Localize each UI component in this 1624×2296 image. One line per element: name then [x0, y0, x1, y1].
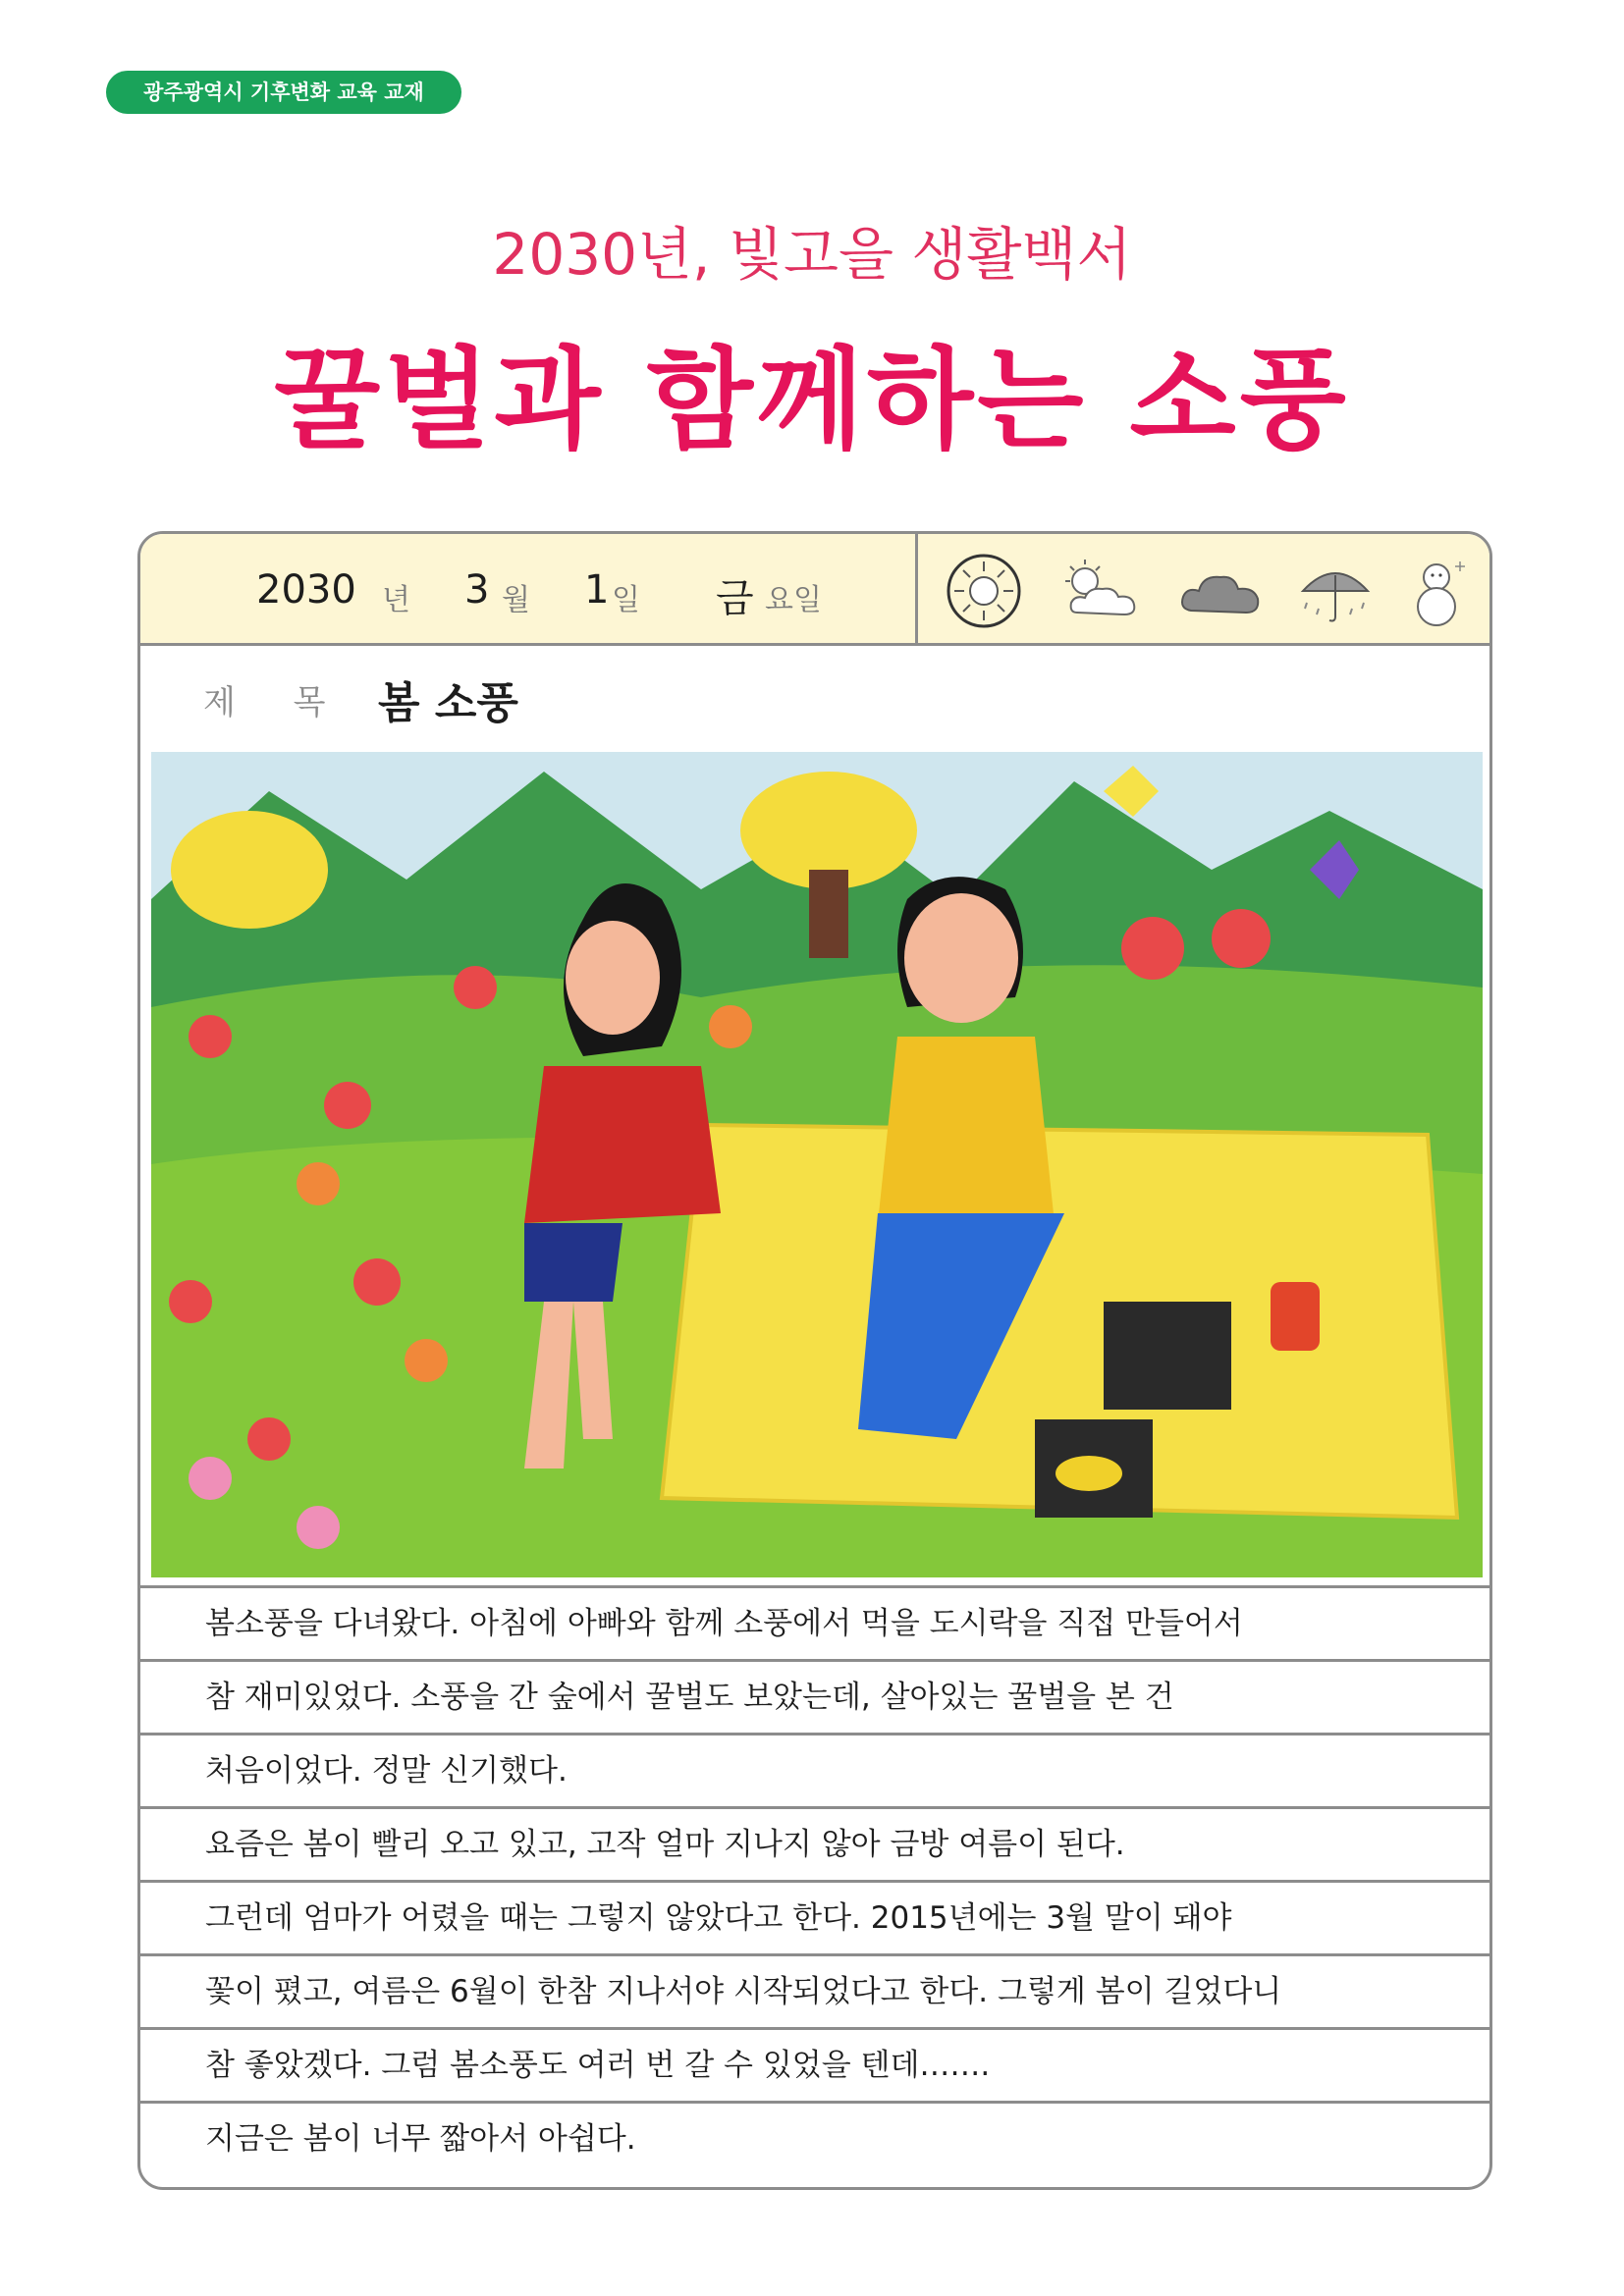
textbook-badge: 광주광역시 기후변화 교육 교재 [106, 71, 461, 114]
diary-line: 참 재미있었다. 소풍을 간 숲에서 꿀벌도 보았는데, 살아있는 꿀벌을 본 건 [140, 1659, 1489, 1733]
weather-options [918, 534, 1492, 643]
title-row [140, 646, 1489, 744]
sun-cloud-icon[interactable] [1056, 552, 1144, 630]
sun-icon[interactable] [940, 552, 1028, 630]
date-bar [140, 534, 1489, 646]
page-subtitle: 2030년, 빛고을 생활백서 [492, 221, 1132, 288]
diary-line: 봄소풍을 다녀왔다. 아침에 아빠와 함께 소풍에서 먹을 도시락을 직접 만들어서 [140, 1585, 1489, 1659]
title-label: 제 목 [203, 683, 350, 722]
child-painting [151, 752, 1483, 1577]
diary-line: 그런데 엄마가 어렸을 때는 그렇지 않았다고 한다. 2015년에는 3월 말이 돼야 [140, 1880, 1489, 1953]
picnic-painting-illustration [151, 752, 1483, 1577]
date-section [140, 534, 918, 643]
diary-line: 지금은 봄이 너무 짧아서 아쉽다. [140, 2101, 1489, 2174]
date-year: 2030 [256, 567, 356, 613]
diary-sheet [137, 531, 1492, 2190]
page-title: 꿀벌과 함께하는 소풍 [274, 337, 1350, 464]
date-year-unit: 년 [382, 583, 410, 617]
diary-line: 참 좋았겠다. 그럼 봄소풍도 여러 번 갈 수 있었을 텐데……. [140, 2027, 1489, 2101]
cloud-icon[interactable] [1175, 552, 1264, 630]
diary-title: 봄 소풍 [378, 678, 518, 728]
umbrella-icon[interactable] [1291, 552, 1380, 630]
snowman-icon[interactable] [1405, 552, 1474, 630]
date-month: 3 [464, 567, 490, 613]
date-day: 1 [584, 567, 610, 613]
date-day-unit: 일 [612, 583, 640, 617]
date-month-unit: 월 [502, 583, 530, 617]
diary-line: 처음이었다. 정말 신기했다. [140, 1733, 1489, 1806]
diary-lines [140, 1585, 1489, 2174]
date-weekday: 금 [716, 576, 754, 621]
diary-line: 요즘은 봄이 빨리 오고 있고, 고작 얼마 지나지 않아 금방 여름이 된다. [140, 1806, 1489, 1880]
diary-line: 꽃이 폈고, 여름은 6월이 한참 지나서야 시작되었다고 한다. 그렇게 봄이 길었다니 [140, 1953, 1489, 2027]
date-weekday-unit: 요일 [765, 583, 822, 617]
